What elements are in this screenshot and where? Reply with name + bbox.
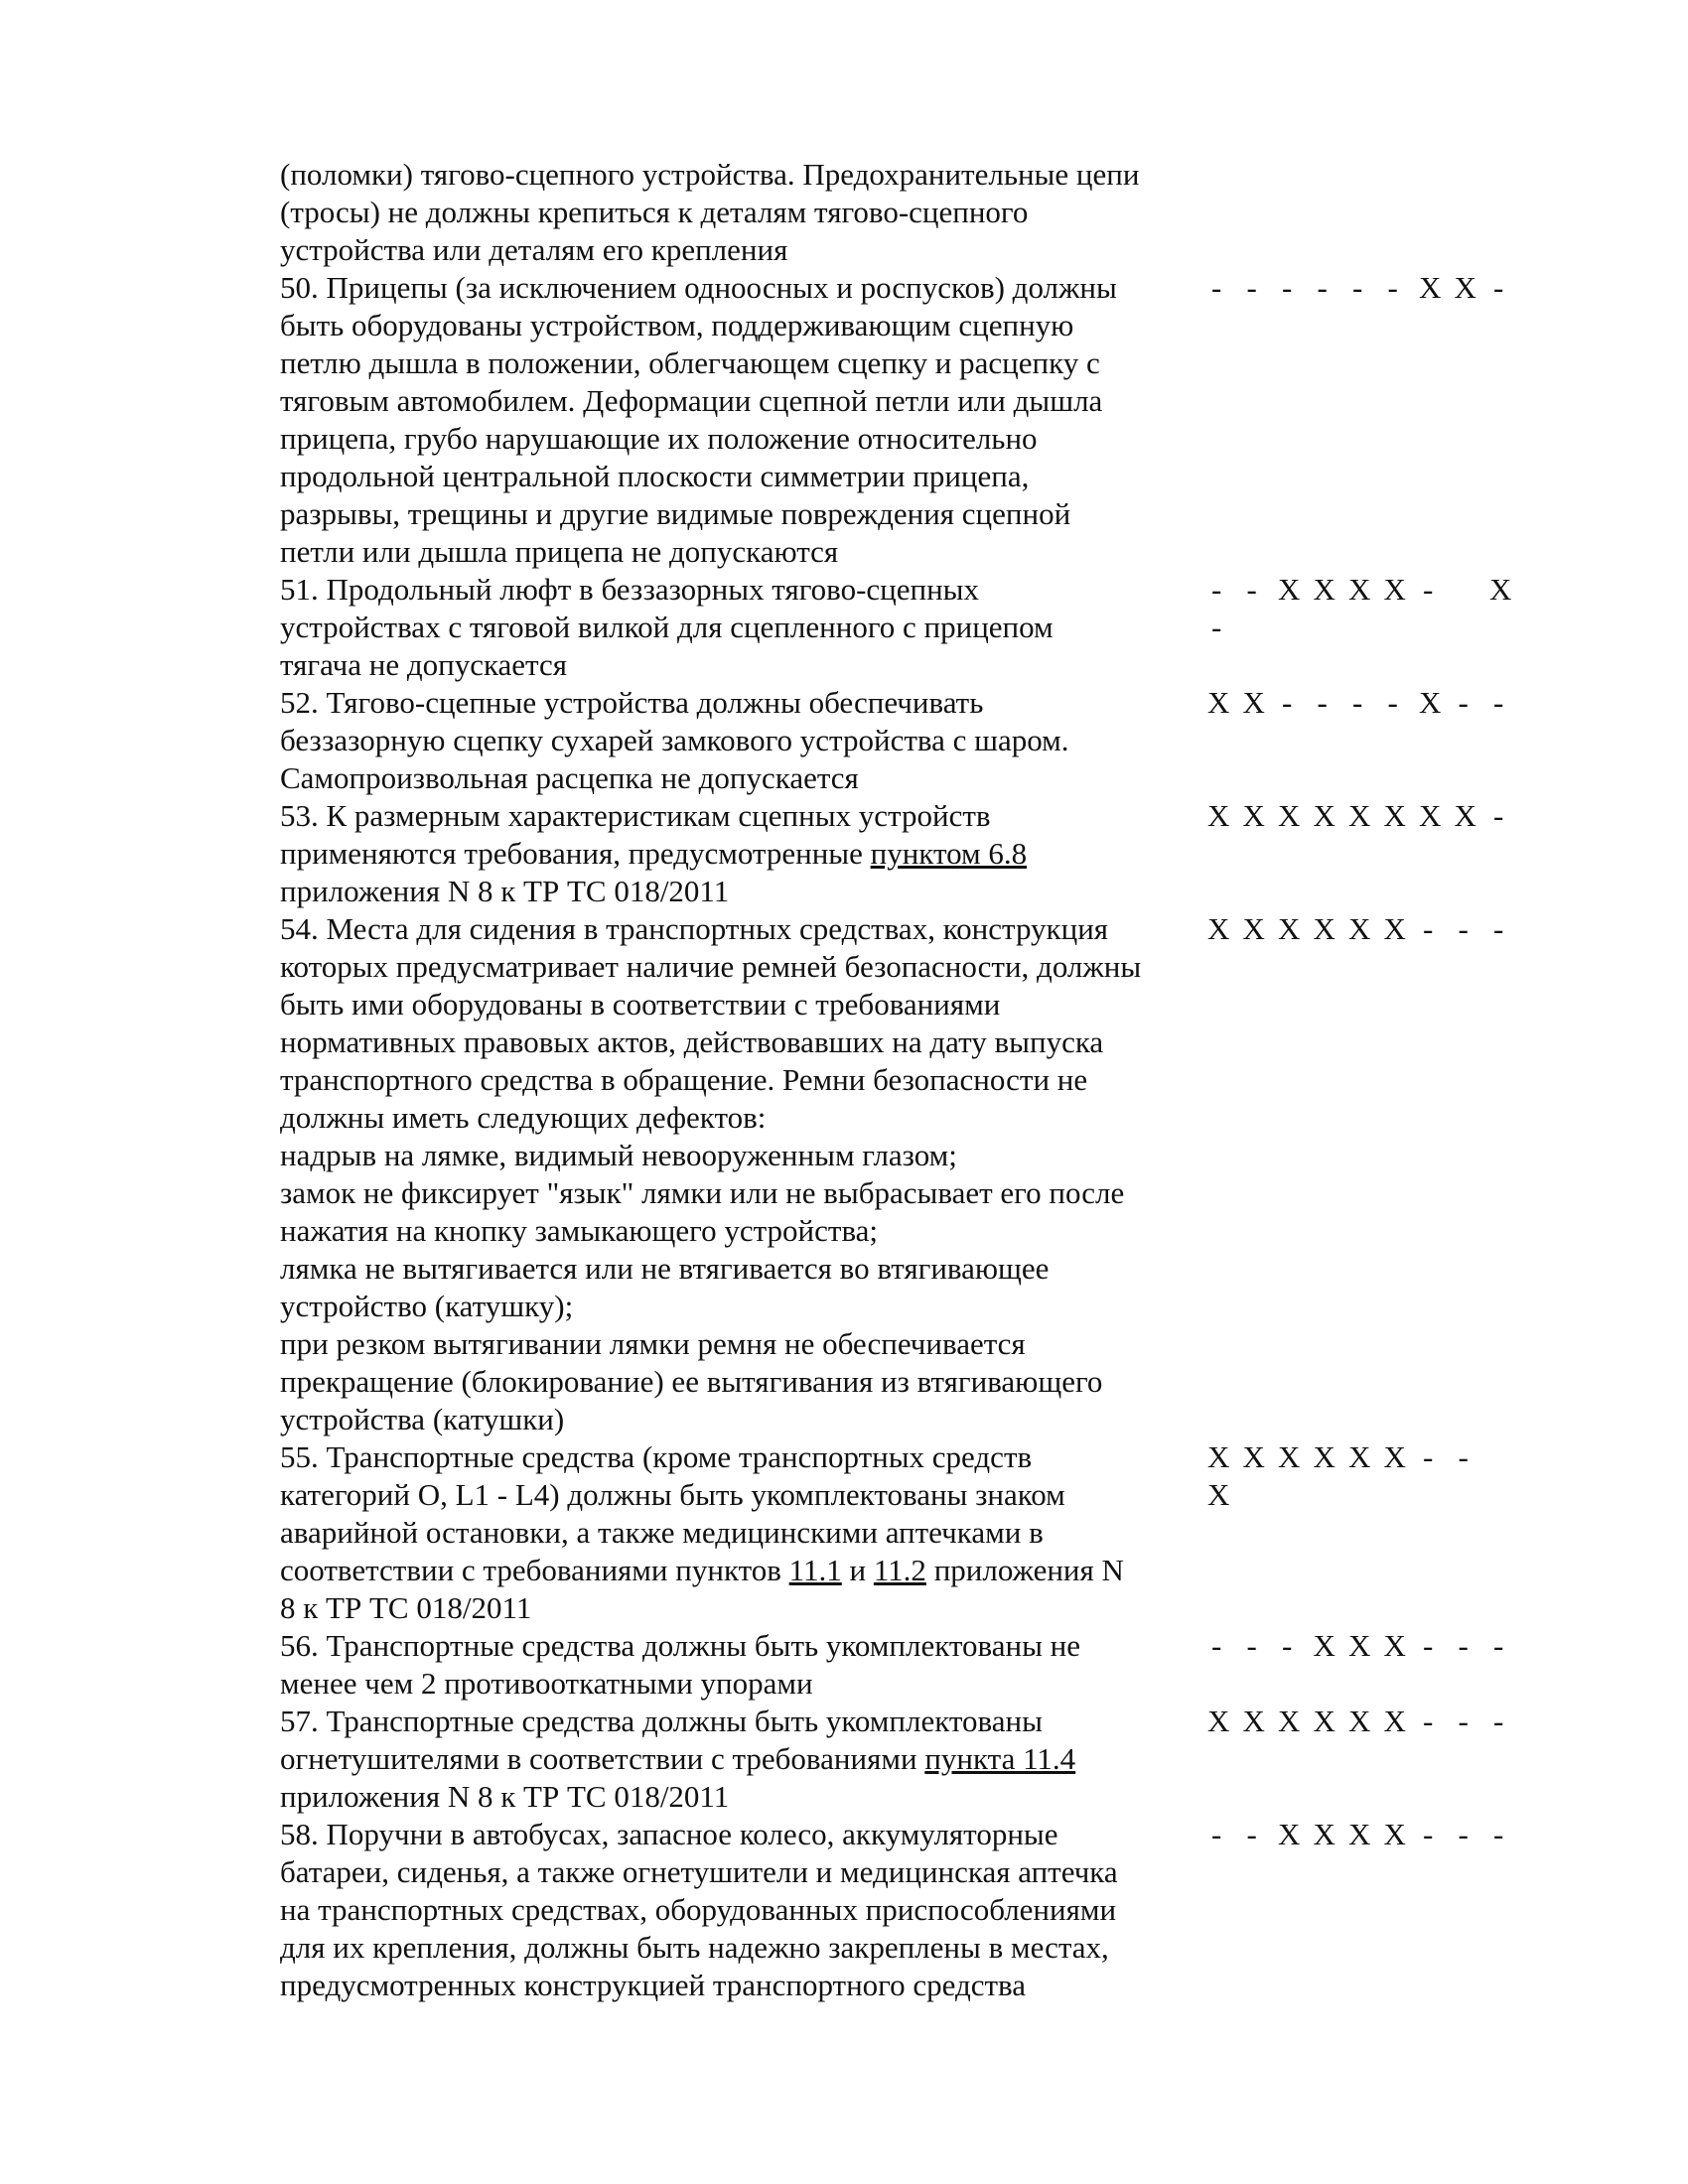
requirement-row bbox=[280, 156, 1531, 269]
text-line bbox=[280, 1514, 1201, 1552]
text-segment: 56. Транспортные средства должны быть укомплектованы не bbox=[280, 1628, 1081, 1663]
text-segment: 53. К размерным характеристикам сцепных устройств bbox=[280, 798, 991, 833]
text-line bbox=[280, 231, 1201, 269]
applicability-mark: X bbox=[1278, 798, 1301, 833]
text-segment: (тросы) не должны крепиться к деталям тягово-сцепного bbox=[280, 195, 1029, 229]
text-segment: для их крепления, должны быть надежно закреплены в местах, bbox=[280, 1930, 1109, 1965]
text-segment: при резком вытягивании лямки ремня не обеспечивается bbox=[280, 1326, 1026, 1361]
text-segment: 52. Тягово-сцепные устройства должны обеспечивать bbox=[280, 685, 984, 720]
applicability-mark: X bbox=[1419, 798, 1442, 833]
applicability-mark: X bbox=[1313, 1439, 1336, 1474]
applicability-mark: - bbox=[1423, 1817, 1434, 1851]
text-line bbox=[280, 948, 1201, 986]
text-segment: устройства или деталям его крепления bbox=[280, 232, 788, 267]
text-line bbox=[280, 1438, 1201, 1476]
applicability-mark: X bbox=[1313, 911, 1336, 946]
text-segment: петли или дышла прицепа не допускаются bbox=[280, 534, 839, 569]
requirement-text bbox=[280, 684, 1201, 797]
text-line bbox=[280, 1288, 1201, 1325]
reference-link[interactable]: 11.1 bbox=[788, 1553, 842, 1587]
text-line bbox=[280, 797, 1201, 835]
text-line bbox=[280, 1589, 1201, 1627]
text-segment: 50. Прицепы (за исключением одноосных и роспусков) должны bbox=[280, 270, 1117, 305]
applicability-mark: X bbox=[1348, 798, 1371, 833]
text-segment: транспортного средства в обращение. Ремни безопасности не bbox=[280, 1062, 1088, 1097]
text-line bbox=[280, 910, 1201, 948]
text-line bbox=[280, 1552, 1201, 1589]
text-segment: 51. Продольный люфт в беззазорных тягово-сцепных bbox=[280, 572, 980, 607]
text-line bbox=[280, 873, 1201, 910]
text-line bbox=[280, 269, 1201, 307]
applicability-mark: - bbox=[1423, 572, 1434, 607]
applicability-mark: - bbox=[1493, 1704, 1504, 1738]
requirement-row bbox=[280, 1438, 1531, 1627]
text-segment: приложения N bbox=[925, 1553, 1124, 1587]
text-line bbox=[280, 571, 1201, 609]
applicability-mark: X bbox=[1383, 798, 1406, 833]
applicability-mark: - bbox=[1458, 911, 1469, 946]
text-segment: приложения N 8 к ТР ТС 018/2011 bbox=[280, 874, 730, 908]
text-line bbox=[280, 344, 1201, 382]
text-segment: соответствии с требованиями пунктов bbox=[280, 1553, 789, 1587]
applicability-mark: - bbox=[1282, 1628, 1293, 1663]
text-segment: продольной центральной плоскости симметрии прицепа, bbox=[280, 459, 1030, 493]
applicability-mark: X bbox=[1454, 270, 1477, 305]
text-line bbox=[280, 1325, 1201, 1363]
applicability-mark: - bbox=[1493, 1628, 1504, 1663]
text-segment: лямка не вытягивается или не втягивается во втягивающее bbox=[280, 1251, 1050, 1286]
applicability-mark: - bbox=[1493, 685, 1504, 720]
text-line bbox=[280, 1665, 1201, 1703]
applicability-mark: X bbox=[1383, 1817, 1406, 1851]
requirement-row bbox=[280, 269, 1531, 571]
applicability-mark: X bbox=[1383, 572, 1406, 607]
applicability-mark: X bbox=[1313, 1628, 1336, 1663]
requirement-row bbox=[280, 1627, 1531, 1703]
text-segment: замок не фиксирует "язык" лямки или не выбрасывает его после bbox=[280, 1175, 1125, 1210]
text-line bbox=[280, 1212, 1201, 1250]
applicability-mark: - bbox=[1387, 685, 1398, 720]
requirement-row bbox=[280, 910, 1531, 1438]
reference-link[interactable]: 11.2 bbox=[873, 1553, 926, 1587]
applicability-mark: - bbox=[1493, 1817, 1504, 1851]
text-line bbox=[280, 684, 1201, 722]
text-segment: на транспортных средствах, оборудованных приспособлениями bbox=[280, 1892, 1117, 1927]
text-line bbox=[280, 1250, 1201, 1288]
applicability-mark: X bbox=[1454, 798, 1477, 833]
applicability-mark: X bbox=[1278, 911, 1301, 946]
text-line bbox=[280, 1891, 1201, 1929]
applicability-mark: X bbox=[1278, 1704, 1301, 1738]
text-line bbox=[280, 1778, 1201, 1816]
text-segment: 8 к ТР ТС 018/2011 bbox=[280, 1590, 532, 1625]
text-line bbox=[280, 609, 1201, 646]
text-segment: устройствах с тяговой вилкой для сцепленного с прицепом bbox=[280, 610, 1054, 644]
applicability-mark: - bbox=[1458, 685, 1469, 720]
text-line bbox=[280, 533, 1201, 571]
applicability-mark: X bbox=[1383, 1704, 1406, 1738]
applicability-mark bbox=[1489, 1438, 1525, 1476]
text-segment: должны иметь следующих дефектов: bbox=[280, 1100, 767, 1135]
text-segment: менее чем 2 противооткатными упорами bbox=[280, 1666, 813, 1701]
text-segment: (поломки) тягово-сцепного устройства. Предохранительные цепи bbox=[280, 157, 1140, 192]
requirement-text bbox=[280, 571, 1201, 684]
applicability-marks bbox=[1207, 910, 1525, 948]
requirement-text bbox=[280, 797, 1201, 910]
text-segment: прекращение (блокирование) ее вытягивания из втягивающего bbox=[280, 1364, 1103, 1399]
requirement-text bbox=[280, 1816, 1201, 2004]
applicability-mark bbox=[1455, 571, 1490, 609]
text-segment: нормативных правовых актов, действовавших на дату выпуска bbox=[280, 1024, 1104, 1059]
applicability-marks bbox=[1207, 797, 1525, 835]
applicability-mark: X bbox=[1313, 1817, 1336, 1851]
applicability-mark: X bbox=[1207, 911, 1230, 946]
text-line bbox=[280, 458, 1201, 495]
requirement-text bbox=[280, 1703, 1201, 1816]
requirements-table bbox=[280, 156, 1531, 2004]
text-segment: категорий O, L1 - L4) должны быть укомплектованы знаком bbox=[280, 1477, 1065, 1512]
text-line bbox=[280, 1816, 1201, 1853]
applicability-mark: X bbox=[1348, 1628, 1371, 1663]
applicability-mark: - bbox=[1211, 610, 1222, 644]
text-line bbox=[280, 722, 1201, 759]
text-segment: 55. Транспортные средства (кроме транспортных средств bbox=[280, 1439, 1033, 1474]
text-segment: надрыв на лямке, видимый невооруженным глазом; bbox=[280, 1138, 957, 1172]
applicability-mark: X bbox=[1383, 911, 1406, 946]
applicability-marks bbox=[1207, 571, 1525, 646]
text-line bbox=[280, 1627, 1201, 1665]
applicability-mark: - bbox=[1458, 1439, 1469, 1474]
applicability-mark: - bbox=[1211, 1628, 1222, 1663]
requirement-text bbox=[280, 1438, 1201, 1627]
applicability-mark: - bbox=[1423, 1628, 1434, 1663]
text-line bbox=[280, 1401, 1201, 1438]
applicability-mark: X bbox=[1242, 911, 1265, 946]
text-segment: батареи, сиденья, а также огнетушители и медицинская аптечка bbox=[280, 1854, 1118, 1889]
text-line bbox=[280, 1967, 1201, 2004]
text-segment: применяются требования, предусмотренные bbox=[280, 836, 871, 871]
applicability-mark: - bbox=[1317, 270, 1328, 305]
text-line bbox=[280, 835, 1201, 873]
requirement-text bbox=[280, 910, 1201, 1438]
requirement-text bbox=[280, 156, 1201, 269]
text-segment: устройства (катушки) bbox=[280, 1402, 565, 1436]
applicability-mark: - bbox=[1317, 685, 1328, 720]
text-segment: Самопроизвольная расцепка не допускается bbox=[280, 760, 859, 795]
text-line bbox=[280, 1363, 1201, 1401]
text-line bbox=[280, 759, 1201, 797]
text-segment: приложения N 8 к ТР ТС 018/2011 bbox=[280, 1779, 730, 1814]
applicability-mark: - bbox=[1458, 1628, 1469, 1663]
applicability-mark: - bbox=[1211, 270, 1222, 305]
applicability-mark: - bbox=[1387, 270, 1398, 305]
applicability-mark: - bbox=[1458, 1704, 1469, 1738]
requirement-row bbox=[280, 571, 1531, 684]
applicability-mark: X bbox=[1348, 1704, 1371, 1738]
text-line bbox=[280, 382, 1201, 420]
text-line bbox=[280, 420, 1201, 458]
applicability-mark: - bbox=[1493, 798, 1504, 833]
text-segment: разрывы, трещины и другие видимые повреждения сцепной bbox=[280, 496, 1071, 531]
requirement-row bbox=[280, 1703, 1531, 1816]
applicability-mark: X bbox=[1207, 798, 1230, 833]
applicability-mark: - bbox=[1352, 685, 1363, 720]
text-segment: огнетушителями в соответствии с требованиями bbox=[280, 1741, 925, 1776]
requirement-text bbox=[280, 269, 1201, 571]
applicability-mark: - bbox=[1352, 270, 1363, 305]
applicability-mark: X bbox=[1242, 798, 1265, 833]
applicability-marks bbox=[1207, 684, 1525, 722]
applicability-mark: X bbox=[1207, 1477, 1230, 1512]
applicability-marks bbox=[1207, 1627, 1525, 1665]
applicability-mark: X bbox=[1207, 1439, 1230, 1474]
text-line bbox=[280, 1853, 1201, 1891]
text-line bbox=[280, 1740, 1201, 1778]
applicability-mark: - bbox=[1246, 270, 1257, 305]
applicability-mark: X bbox=[1419, 685, 1442, 720]
text-segment: тяговым автомобилем. Деформации сцепной петли или дышла bbox=[280, 383, 1103, 418]
reference-link[interactable]: пунктом 6.8 bbox=[870, 836, 1028, 871]
applicability-mark: X bbox=[1242, 1704, 1265, 1738]
applicability-mark: X bbox=[1348, 911, 1371, 946]
text-line bbox=[280, 1174, 1201, 1212]
text-line bbox=[280, 194, 1201, 231]
reference-link[interactable]: пункта 11.4 bbox=[924, 1741, 1076, 1776]
applicability-mark: - bbox=[1282, 270, 1293, 305]
applicability-mark: - bbox=[1458, 1817, 1469, 1851]
text-segment: устройство (катушку); bbox=[280, 1289, 574, 1323]
applicability-mark: X bbox=[1278, 572, 1301, 607]
applicability-mark: - bbox=[1246, 1817, 1257, 1851]
text-segment: петлю дышла в положении, облегчающем сцепку и расцепку с bbox=[280, 345, 1100, 380]
text-segment: быть оборудованы устройством, поддерживающим сцепную bbox=[280, 308, 1074, 342]
applicability-mark: X bbox=[1313, 798, 1336, 833]
applicability-mark: - bbox=[1423, 1704, 1434, 1738]
applicability-mark: - bbox=[1423, 911, 1434, 946]
applicability-mark: X bbox=[1242, 685, 1265, 720]
applicability-mark: X bbox=[1348, 572, 1371, 607]
applicability-mark: X bbox=[1313, 1704, 1336, 1738]
requirement-row bbox=[280, 797, 1531, 910]
text-line bbox=[280, 986, 1201, 1024]
applicability-mark: - bbox=[1493, 270, 1504, 305]
text-line bbox=[280, 646, 1201, 684]
applicability-mark: X bbox=[1383, 1439, 1406, 1474]
text-line bbox=[280, 1703, 1201, 1740]
text-segment: 57. Транспортные средства должны быть укомплектованы bbox=[280, 1704, 1043, 1738]
text-line bbox=[280, 156, 1201, 194]
applicability-mark: X bbox=[1383, 1628, 1406, 1663]
applicability-marks bbox=[1207, 1703, 1525, 1740]
text-segment: предусмотренных конструкцией транспортного средства bbox=[280, 1968, 1027, 2002]
text-line bbox=[280, 1061, 1201, 1099]
text-segment: и bbox=[841, 1553, 874, 1587]
text-segment: 58. Поручни в автобусах, запасное колесо, аккумуляторные bbox=[280, 1817, 1058, 1851]
text-line bbox=[280, 495, 1201, 533]
applicability-mark: X bbox=[1348, 1817, 1371, 1851]
text-segment: тягача не допускается bbox=[280, 647, 568, 682]
applicability-mark: X bbox=[1242, 1439, 1265, 1474]
applicability-mark: X bbox=[1207, 685, 1230, 720]
applicability-mark: X bbox=[1313, 572, 1336, 607]
text-segment: прицепа, грубо нарушающие их положение относительно bbox=[280, 421, 1038, 456]
applicability-mark: - bbox=[1211, 1817, 1222, 1851]
requirement-row bbox=[280, 1816, 1531, 2004]
text-segment: которых предусматривает наличие ремней безопасности, должны bbox=[280, 949, 1142, 984]
applicability-mark: X bbox=[1278, 1439, 1301, 1474]
applicability-mark: - bbox=[1493, 911, 1504, 946]
applicability-marks bbox=[1207, 1816, 1525, 1853]
applicability-mark: X bbox=[1278, 1817, 1301, 1851]
applicability-mark: - bbox=[1423, 1439, 1434, 1474]
applicability-marks bbox=[1207, 269, 1525, 307]
text-segment: быть ими оборудованы в соответствии с требованиями bbox=[280, 987, 1001, 1022]
text-segment: аварийной остановки, а также медицинскими аптечками в bbox=[280, 1515, 1044, 1550]
requirement-row bbox=[280, 684, 1531, 797]
applicability-mark: - bbox=[1246, 1628, 1257, 1663]
requirement-text bbox=[280, 1627, 1201, 1703]
text-line bbox=[280, 307, 1201, 344]
text-line bbox=[280, 1476, 1201, 1514]
text-line bbox=[280, 1099, 1201, 1137]
applicability-mark: X bbox=[1419, 270, 1442, 305]
text-line bbox=[280, 1137, 1201, 1174]
applicability-mark: - bbox=[1246, 572, 1257, 607]
text-line bbox=[280, 1024, 1201, 1061]
applicability-mark: X bbox=[1489, 572, 1512, 607]
applicability-mark: X bbox=[1207, 1704, 1230, 1738]
applicability-mark: X bbox=[1348, 1439, 1371, 1474]
text-segment: нажатия на кнопку замыкающего устройства; bbox=[280, 1213, 879, 1248]
text-segment: беззазорную сцепку сухарей замкового устройства с шаром. bbox=[280, 723, 1069, 757]
applicability-marks bbox=[1207, 1438, 1525, 1514]
applicability-mark: - bbox=[1282, 685, 1293, 720]
applicability-mark: - bbox=[1211, 572, 1222, 607]
text-line bbox=[280, 1929, 1201, 1967]
text-segment: 54. Места для сидения в транспортных средствах, конструкция bbox=[280, 911, 1109, 946]
